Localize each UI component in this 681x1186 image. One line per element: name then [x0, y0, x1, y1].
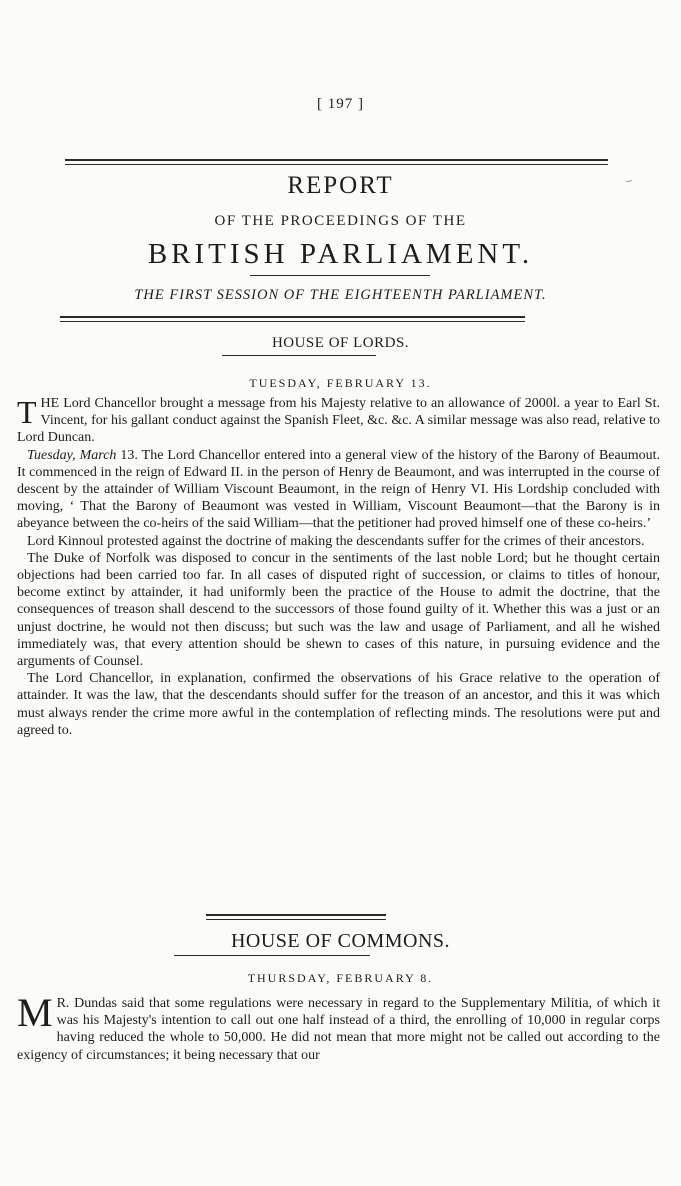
divider-thin: [206, 919, 386, 920]
proceedings-subtitle: OF THE PROCEEDINGS OF THE: [214, 213, 467, 229]
house-of-commons-heading: HOUSE OF COMMONS.: [230, 930, 451, 952]
lords-paragraph-2: Tuesday, March 13. The Lord Chancellor entered into a general view of the history of the Barony of Beaumout. It commenced in the reign of Edward II. in the person of Henry de Beaumont, and was interrupted in the course of descent by the attainder of William Viscount Beaumont, in the reign of Henry VI. His Lordship concluded with moving, ‘ That the Barony of Beaumont was vested in William, Viscount Beaumont—that the Barony is in abeyance between the co-heirs of the said William—that the petitioner had proved himself one of these co-heirs.’: [17, 447, 660, 532]
top-rule-thin: [65, 164, 608, 165]
commons-underline: [174, 955, 370, 956]
lords-paragraph-5: The Lord Chancellor, in explanation, confirmed the observations of his Grace relative to the operation of attainder. It was the law, that the descendants should suffer for the treason of an ancestor, and this it was which must always render the crime more awful in the contemplation of reflecting minds. The resolutions were put and agreed to.: [17, 671, 660, 738]
lords-paragraph-1: THE Lord Chancellor brought a message from his Majesty relative to an allowance of 2000l. a year to Earl St. Vincent, for his gallant conduct against the Spanish Fleet, &c. &c. A similar message was also read, relative to Lord Duncan.: [17, 394, 660, 446]
top-rule-thick: [65, 159, 608, 161]
drop-cap: M: [17, 990, 53, 1035]
commons-paragraph-1: M R. Dundas said that some regulations were necessary in regard to the Supplementary Militia, of which it was his Majesty's intention to call out one half instead of a third, the enrolling of 10,000 in regular corps having reduced the whole to 50,000. He did not mean that more might not be called out according to the exigency of circumstances; it being necessary that our: [17, 990, 660, 1063]
parliament-title: BRITISH PARLIAMENT.: [147, 238, 534, 270]
title-underline: [250, 275, 430, 276]
section-rule-thin: [60, 321, 525, 322]
report-title: REPORT: [287, 172, 394, 199]
session-subtitle: THE FIRST SESSION OF THE EIGHTEENTH PARLIAMENT.: [134, 287, 547, 303]
divider-thick: [206, 914, 386, 916]
lords-paragraph-4: The Duke of Norfolk was disposed to concur in the sentiments of the last noble Lord; but he thought certain objections had been carried too far. In all cases of disputed right of succession, or claims to titles of honour, become extinct by attainder, it had uniformly been the practice of the House to admit the doctrine, that the consequences of treason shall descend to the successors of those found guilty of it. Whether this was a just or an unjust doctrine, he would not then discuss; but such was the law and usage of Parliament, and all he wished immediately was, that every attention should be shewn to cases of this nature, in pursuing evidence and the arguments of Counsel.: [17, 550, 660, 670]
lords-report-body: [17, 395, 660, 739]
page-number: [ 197 ]: [317, 96, 364, 112]
margin-mark: ‾: [626, 178, 634, 195]
lords-underline: [222, 355, 376, 356]
lords-date: TUESDAY, FEBRUARY 13.: [249, 376, 432, 390]
drop-cap: T: [17, 394, 37, 430]
commons-report-body: [17, 990, 660, 1064]
lords-paragraph-3: Lord Kinnoul protested against the doctrine of making the descendants suffer for the crimes of their ancestors.: [27, 533, 645, 549]
section-rule-thick: [60, 316, 525, 318]
house-of-lords-heading: HOUSE OF LORDS.: [271, 335, 410, 351]
commons-date: THURSDAY, FEBRUARY 8.: [247, 971, 434, 985]
